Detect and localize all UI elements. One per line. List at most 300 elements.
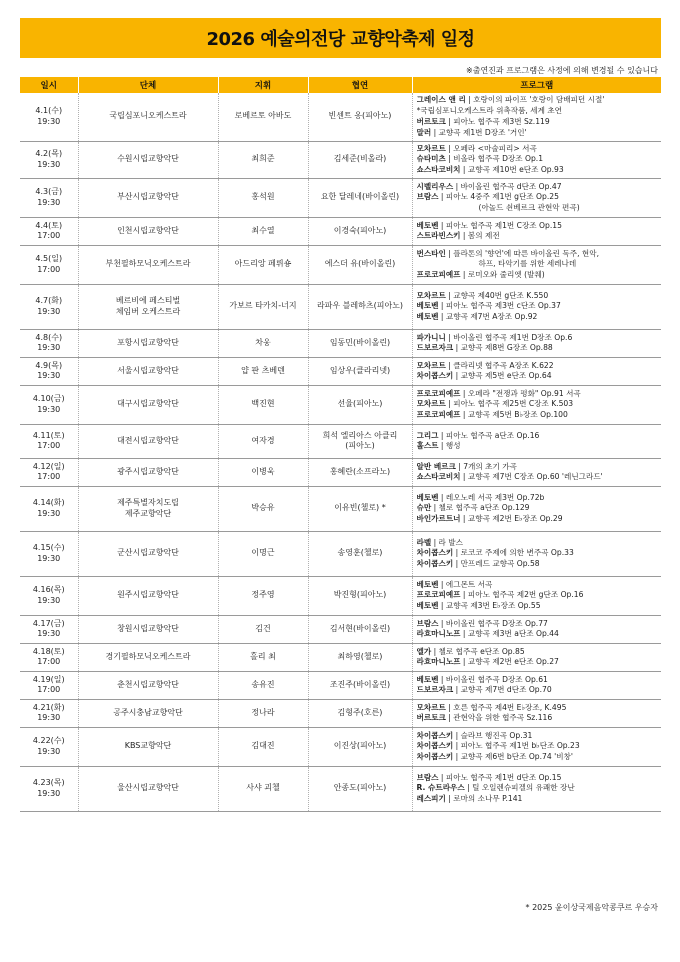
cell-datetime — [20, 699, 78, 727]
program-line — [417, 619, 662, 630]
cell-program — [412, 531, 661, 576]
cell-orchestra: 베르비에 페스티벌 체임버 오케스트라 — [78, 284, 218, 329]
program-line — [417, 106, 662, 117]
cell-conductor: 김대진 — [218, 727, 308, 766]
work-title: | 만프레드 교향곡 Op.58 — [453, 559, 540, 569]
composer-name: 차이콥스키 — [416, 741, 454, 751]
date-text: 4.10(금) — [32, 394, 65, 404]
table-row — [20, 284, 661, 329]
time-text: 17:00 — [37, 657, 61, 667]
cell-soloist: 안종도(피아노) — [308, 766, 412, 811]
cell-program — [412, 576, 661, 615]
time-text: 17:00 — [37, 685, 61, 695]
composer-name: 모차르트 — [416, 399, 446, 409]
composer-name: 베토벤 — [416, 220, 439, 230]
composer-name: 베토벤 — [416, 312, 439, 322]
program-line — [417, 514, 662, 525]
cell-program — [412, 93, 661, 141]
work-title: | 피아노 협주곡 제2번 g단조 Op.16 — [460, 590, 584, 600]
cell-program — [412, 671, 661, 699]
cell-conductor: 홍석원 — [218, 178, 308, 217]
cell-conductor: 아드리앙 페뤼숑 — [218, 245, 308, 284]
cell-conductor: 여자경 — [218, 424, 308, 458]
cell-datetime — [20, 486, 78, 531]
composer-name: 알반 베르크 — [416, 461, 456, 471]
program-line — [417, 333, 662, 344]
cell-program — [412, 486, 661, 531]
cell-datetime — [20, 357, 78, 385]
cell-program — [412, 217, 661, 245]
composer-name: 말러 — [416, 127, 432, 137]
work-title: | 교향곡 제3번 a단조 Op.44 — [460, 629, 559, 639]
time-text: 19:30 — [37, 553, 61, 563]
work-title: | 바이올린 협주곡 d단조 Op.47 — [453, 181, 562, 191]
composer-name: R. 슈트라우스 — [416, 783, 465, 793]
program-line — [417, 154, 662, 165]
cell-orchestra: 공주시충남교향악단 — [78, 699, 218, 727]
program-line — [417, 128, 662, 139]
cell-soloist: 김세준(비올라) — [308, 141, 412, 178]
cell-orchestra: 대구시립교향악단 — [78, 385, 218, 424]
program-line — [417, 731, 662, 742]
date-text: 4.4(토) — [35, 220, 63, 230]
work-title: | 피아노 협주곡 제3번 c단조 Op.37 — [438, 301, 561, 311]
cell-orchestra: 부산시립교향악단 — [78, 178, 218, 217]
schedule-table — [20, 77, 661, 812]
program-line — [417, 538, 662, 549]
work-title: 하프, 타악기를 위한 세레나데 — [478, 259, 577, 269]
work-title: | 피아노 협주곡 제1번 C장조 Op.15 — [438, 220, 562, 230]
program-line — [417, 601, 662, 612]
cell-datetime — [20, 531, 78, 576]
date-text: 4.11(토) — [32, 430, 65, 440]
work-title: | 교향곡 제10번 e단조 Op.93 — [460, 165, 564, 175]
cell-datetime — [20, 643, 78, 671]
date-text: 4.19(일) — [32, 674, 65, 684]
composer-name: 모차르트 — [416, 143, 446, 153]
composer-name: 쇼스타코비치 — [416, 165, 461, 175]
date-text: 4.21(화) — [32, 702, 65, 712]
date-text: 4.23(목) — [32, 778, 65, 788]
cell-datetime — [20, 671, 78, 699]
cell-orchestra: 인천시립교향악단 — [78, 217, 218, 245]
composer-name: 슈타미츠 — [416, 154, 446, 164]
cell-soloist: 희석 엘리아스 아클리 (피아노) — [308, 424, 412, 458]
work-title: | 교향곡 제7번 A장조 Op.92 — [438, 312, 538, 322]
program-line — [417, 259, 662, 270]
composer-name: 베토벤 — [416, 579, 439, 589]
program-line — [417, 203, 662, 214]
cell-soloist: 요한 달레네(바이올린) — [308, 178, 412, 217]
composer-name: 베토벤 — [416, 301, 439, 311]
work-title: | 로마의 소나무 P.141 — [445, 794, 523, 804]
program-line — [417, 431, 662, 442]
composer-name: 시벨리우스 — [416, 181, 454, 191]
cell-orchestra: 군산시립교향악단 — [78, 531, 218, 576]
change-notice: ※출연진과 프로그램은 사정에 의해 변경될 수 있습니다 — [466, 66, 658, 75]
work-title: | 호랑이의 파이프 '호랑이 담배피던 시절' — [465, 95, 605, 105]
cell-orchestra: 부천필하모닉오케스트라 — [78, 245, 218, 284]
cell-orchestra: 춘천시립교향악단 — [78, 671, 218, 699]
time-text: 19:30 — [37, 371, 61, 381]
date-text: 4.3(금) — [35, 187, 63, 197]
time-text: 19:30 — [37, 788, 61, 798]
cell-datetime — [20, 766, 78, 811]
work-title: | 라 발스 — [431, 537, 463, 547]
cell-datetime — [20, 141, 78, 178]
composer-name: 차이콥스키 — [416, 559, 454, 569]
composer-name: 모차르트 — [416, 360, 446, 370]
cell-conductor: 김건 — [218, 615, 308, 643]
cell-program — [412, 766, 661, 811]
cell-program — [412, 329, 661, 357]
cell-datetime — [20, 93, 78, 141]
work-title: | 바이올린 협주곡 D장조 Op.77 — [438, 618, 548, 628]
work-title: | 클라리넷 협주곡 A장조 K.622 — [445, 360, 554, 370]
program-line — [417, 165, 662, 176]
cell-conductor: 최수열 — [218, 217, 308, 245]
program-line — [417, 231, 662, 242]
composer-name: 라벨 — [416, 537, 432, 547]
time-text: 19:30 — [37, 713, 61, 723]
cell-orchestra: 창원시립교향악단 — [78, 615, 218, 643]
program-line — [417, 741, 662, 752]
composer-name: 라흐마니노프 — [416, 629, 461, 639]
composer-name: 파가니니 — [416, 332, 446, 342]
program-line — [417, 647, 662, 658]
cell-datetime — [20, 458, 78, 486]
program-line — [417, 657, 662, 668]
program-line — [417, 399, 662, 410]
composer-name: 그리그 — [416, 430, 439, 440]
time-text: 19:30 — [37, 306, 61, 316]
work-title: | 플라톤의 '향연'에 따른 바이올린 독주, 현악, — [445, 248, 600, 258]
cell-program — [412, 424, 661, 458]
cell-soloist: 이진상(피아노) — [308, 727, 412, 766]
cell-orchestra: 원주시립교향악단 — [78, 576, 218, 615]
program-line — [417, 361, 662, 372]
cell-conductor: 얍 판 츠베덴 — [218, 357, 308, 385]
program-line — [417, 371, 662, 382]
work-title: | 피아노 협주곡 제1번 d단조 Op.15 — [438, 772, 562, 782]
work-title: | 로코코 주제에 의한 변주곡 Op.33 — [453, 548, 574, 558]
date-text: 4.5(일) — [35, 254, 63, 264]
program-line — [417, 270, 662, 281]
work-title: | 피아노 협주곡 제3번 Sz.119 — [445, 116, 550, 126]
date-text: 4.14(화) — [32, 498, 65, 508]
header-program: 프로그램 — [412, 77, 661, 93]
program-line — [417, 590, 662, 601]
date-text: 4.12(일) — [32, 461, 65, 471]
cell-soloist: 김형주(호른) — [308, 699, 412, 727]
cell-orchestra: KBS교향악단 — [78, 727, 218, 766]
work-title: | 봄의 제전 — [460, 231, 500, 241]
composer-name: 라흐마니노프 — [416, 657, 461, 667]
cell-soloist: 에스더 유(바이올린) — [308, 245, 412, 284]
composer-name: 프로코피예프 — [416, 270, 461, 280]
time-text: 17:00 — [37, 264, 61, 274]
cell-conductor: 최희준 — [218, 141, 308, 178]
program-line — [417, 675, 662, 686]
header-conductor: 지휘 — [218, 77, 308, 93]
time-text: 19:30 — [37, 116, 61, 126]
date-text: 4.17(금) — [32, 618, 65, 628]
cell-datetime — [20, 615, 78, 643]
work-title: | 첼로 협주곡 a단조 Op.129 — [431, 503, 530, 513]
header-orchestra: 단체 — [78, 77, 218, 93]
work-title: | 교향곡 제40번 g단조 K.550 — [445, 290, 549, 300]
cell-soloist: 임동민(바이올린) — [308, 329, 412, 357]
work-title: | 피아노 협주곡 제25번 C장조 K.503 — [445, 399, 574, 409]
table-row — [20, 357, 661, 385]
work-title: | 슬라브 행진곡 Op.31 — [453, 730, 533, 740]
composer-name: 버르토크 — [416, 116, 446, 126]
table-row — [20, 727, 661, 766]
program-line — [417, 144, 662, 155]
work-title: | 교향곡 제2번 e단조 Op.27 — [460, 657, 559, 667]
work-title: | 교향곡 제7번 d단조 Op.70 — [453, 685, 552, 695]
cell-soloist: 박진형(피아노) — [308, 576, 412, 615]
composer-name: 프로코피예프 — [416, 410, 461, 420]
work-title: | 에그몬트 서곡 — [438, 579, 493, 589]
cell-conductor: 홀리 최 — [218, 643, 308, 671]
table-row — [20, 178, 661, 217]
work-title: | 피아노 4중주 제1번 g단조 Op.25 — [438, 192, 559, 202]
program-line — [417, 343, 662, 354]
program-line — [417, 462, 662, 473]
program-line — [417, 685, 662, 696]
table-row — [20, 486, 661, 531]
time-text: 19:30 — [37, 508, 61, 518]
cell-conductor: 로베르토 아바도 — [218, 93, 308, 141]
table-row — [20, 531, 661, 576]
cell-datetime — [20, 576, 78, 615]
cell-orchestra: 울산시립교향악단 — [78, 766, 218, 811]
cell-conductor: 송유진 — [218, 671, 308, 699]
program-line — [417, 192, 662, 203]
table-row — [20, 458, 661, 486]
cell-program — [412, 385, 661, 424]
composer-name: 모차르트 — [416, 290, 446, 300]
table-row — [20, 576, 661, 615]
time-text: 17:00 — [37, 231, 61, 241]
cell-orchestra: 국립심포니오케스트라 — [78, 93, 218, 141]
composer-name: 드보르자크 — [416, 343, 454, 353]
work-title: | 교향곡 제3번 E♭장조 Op.55 — [438, 601, 541, 611]
program-line — [417, 291, 662, 302]
program-line — [417, 312, 662, 323]
cell-program — [412, 357, 661, 385]
time-text: 17:00 — [37, 472, 61, 482]
page-title: 2026 예술의전당 교향악축제 일정 — [206, 29, 475, 50]
program-line — [417, 493, 662, 504]
cell-program — [412, 458, 661, 486]
date-text: 4.2(목) — [35, 148, 63, 158]
cell-soloist: 송영훈(첼로) — [308, 531, 412, 576]
cell-orchestra: 광주시립교향악단 — [78, 458, 218, 486]
composer-name: 브람스 — [416, 772, 439, 782]
work-title: | 관현악을 위한 협주곡 Sz.116 — [445, 713, 553, 723]
cell-soloist: 선율(피아노) — [308, 385, 412, 424]
composer-name: 차이콥스키 — [416, 730, 454, 740]
cell-program — [412, 615, 661, 643]
work-title: | 바이올린 협주곡 제1번 D장조 Op.6 — [445, 332, 573, 342]
work-title: | 7개의 초기 가곡 — [455, 461, 517, 471]
work-title: | 교향곡 제1번 D장조 '거인' — [431, 127, 527, 137]
cell-orchestra: 제주특별자치도립 제주교향악단 — [78, 486, 218, 531]
header-soloist: 협연 — [308, 77, 412, 93]
table-row — [20, 245, 661, 284]
program-line — [417, 182, 662, 193]
composer-name: 엘가 — [416, 646, 432, 656]
date-text: 4.1(수) — [35, 105, 63, 115]
schedule-body — [20, 93, 661, 811]
date-text: 4.8(수) — [35, 332, 63, 342]
time-text: 19:30 — [37, 595, 61, 605]
footnote: * 2025 윤이상국제음악콩쿠르 우승자 — [525, 903, 658, 912]
cell-orchestra: 포항시립교향악단 — [78, 329, 218, 357]
cell-conductor: 박승유 — [218, 486, 308, 531]
cell-conductor: 사샤 괴첼 — [218, 766, 308, 811]
composer-name: 베토벤 — [416, 601, 439, 611]
work-title: | 피아노 협주곡 a단조 Op.16 — [438, 430, 540, 440]
cell-soloist: 라파우 블레하츠(피아노) — [308, 284, 412, 329]
composer-name: 버르토크 — [416, 713, 446, 723]
cell-soloist: 조진주(바이올린) — [308, 671, 412, 699]
work-title: | 바이올린 협주곡 D장조 Op.61 — [438, 674, 548, 684]
date-text: 4.18(토) — [32, 646, 65, 656]
work-title: | 첼로 협주곡 e단조 Op.85 — [431, 646, 525, 656]
cell-datetime — [20, 385, 78, 424]
cell-program — [412, 141, 661, 178]
composer-name: 차이콥스키 — [416, 752, 454, 762]
cell-program — [412, 699, 661, 727]
composer-name: 슈만 — [416, 503, 432, 513]
cell-program — [412, 727, 661, 766]
work-title: | 호른 협주곡 제4번 E♭장조, K.495 — [445, 702, 567, 712]
cell-program — [412, 245, 661, 284]
cell-conductor: 이명근 — [218, 531, 308, 576]
time-text: 19:30 — [37, 343, 61, 353]
composer-name: 브람스 — [416, 192, 439, 202]
table-row — [20, 643, 661, 671]
program-line — [417, 548, 662, 559]
table-row — [20, 766, 661, 811]
work-title: | 로미오와 줄리엣 (발췌) — [460, 270, 545, 280]
composer-name: 바인가르트너 — [416, 514, 461, 524]
cell-datetime — [20, 424, 78, 458]
time-text: 19:30 — [37, 629, 61, 639]
program-line — [417, 301, 662, 312]
title-banner — [20, 18, 661, 58]
cell-datetime — [20, 178, 78, 217]
composer-name: 차이콥스키 — [416, 548, 454, 558]
date-text: 4.15(수) — [32, 543, 65, 553]
work-title: | 비올라 협주곡 D장조 Op.1 — [445, 154, 544, 164]
composer-name: 차이콥스키 — [416, 371, 454, 381]
work-title: (아놀드 쇤베르크 관현악 편곡) — [478, 203, 580, 213]
time-text: 19:30 — [37, 404, 61, 414]
cell-orchestra: 경기필하모닉오케스트라 — [78, 643, 218, 671]
work-title: | 교향곡 제7번 C장조 Op.60 '레닌그라드' — [460, 472, 603, 482]
program-line — [417, 249, 662, 260]
cell-orchestra: 수원시립교향악단 — [78, 141, 218, 178]
date-text: 4.22(수) — [32, 736, 65, 746]
composer-name: 레스피기 — [416, 794, 446, 804]
cell-datetime — [20, 727, 78, 766]
cell-soloist: 이경숙(피아노) — [308, 217, 412, 245]
table-row — [20, 217, 661, 245]
program-line — [417, 773, 662, 784]
composer-name: 번스타인 — [416, 248, 446, 258]
time-text: 19:30 — [37, 197, 61, 207]
table-row — [20, 424, 661, 458]
work-title: | 행성 — [438, 441, 461, 451]
program-line — [417, 794, 662, 805]
table-row — [20, 671, 661, 699]
cell-conductor: 정주영 — [218, 576, 308, 615]
work-title: | 교향곡 제5번 B♭장조 Op.100 — [460, 410, 568, 420]
header-date: 일시 — [20, 77, 78, 93]
cell-orchestra: 대전시립교향악단 — [78, 424, 218, 458]
date-text: 4.9(목) — [35, 360, 63, 370]
program-line — [417, 503, 662, 514]
composer-name: 베토벤 — [416, 674, 439, 684]
time-text: 17:00 — [37, 441, 61, 451]
cell-program — [412, 643, 661, 671]
table-row — [20, 93, 661, 141]
cell-datetime — [20, 329, 78, 357]
composer-name: 스트라빈스키 — [416, 231, 461, 241]
program-line — [417, 783, 662, 794]
cell-conductor: 정나라 — [218, 699, 308, 727]
work-title: | 교향곡 제2번 E♭장조 Op.29 — [460, 514, 563, 524]
cell-datetime — [20, 245, 78, 284]
program-line — [417, 629, 662, 640]
table-row — [20, 329, 661, 357]
cell-program — [412, 284, 661, 329]
program-line — [417, 95, 662, 106]
work-title: | 레오노레 서곡 제3번 Op.72b — [438, 492, 545, 502]
program-line — [417, 703, 662, 714]
program-line — [417, 559, 662, 570]
cell-orchestra: 서울시립교향악단 — [78, 357, 218, 385]
work-title: *국립심포니오케스트라 위촉작품, 세계 초연 — [416, 105, 562, 115]
work-title: | 오페라 "전쟁과 평화" Op.91 서곡 — [460, 388, 581, 398]
cell-program — [412, 178, 661, 217]
date-text: 4.16(목) — [32, 585, 65, 595]
time-text: 19:30 — [37, 159, 61, 169]
cell-conductor: 백진현 — [218, 385, 308, 424]
table-row — [20, 699, 661, 727]
program-line — [417, 713, 662, 724]
cell-conductor: 가보르 타카치-너지 — [218, 284, 308, 329]
work-title: | 교향곡 제5번 e단조 Op.64 — [453, 371, 552, 381]
work-title: | 교향곡 제6번 b단조 Op.74 '비창' — [453, 752, 573, 762]
cell-soloist: 김서현(바이올린) — [308, 615, 412, 643]
work-title: | 교향곡 제8번 G장조 Op.88 — [453, 343, 553, 353]
program-line — [417, 410, 662, 421]
table-row — [20, 385, 661, 424]
composer-name: 브람스 — [416, 618, 439, 628]
cell-soloist: 빈센트 옹(피아노) — [308, 93, 412, 141]
cell-conductor: 차웅 — [218, 329, 308, 357]
table-row — [20, 615, 661, 643]
cell-conductor: 이병욱 — [218, 458, 308, 486]
time-text: 19:30 — [37, 746, 61, 756]
composer-name: 프로코피예프 — [416, 590, 461, 600]
cell-soloist: 임상우(클라리넷) — [308, 357, 412, 385]
